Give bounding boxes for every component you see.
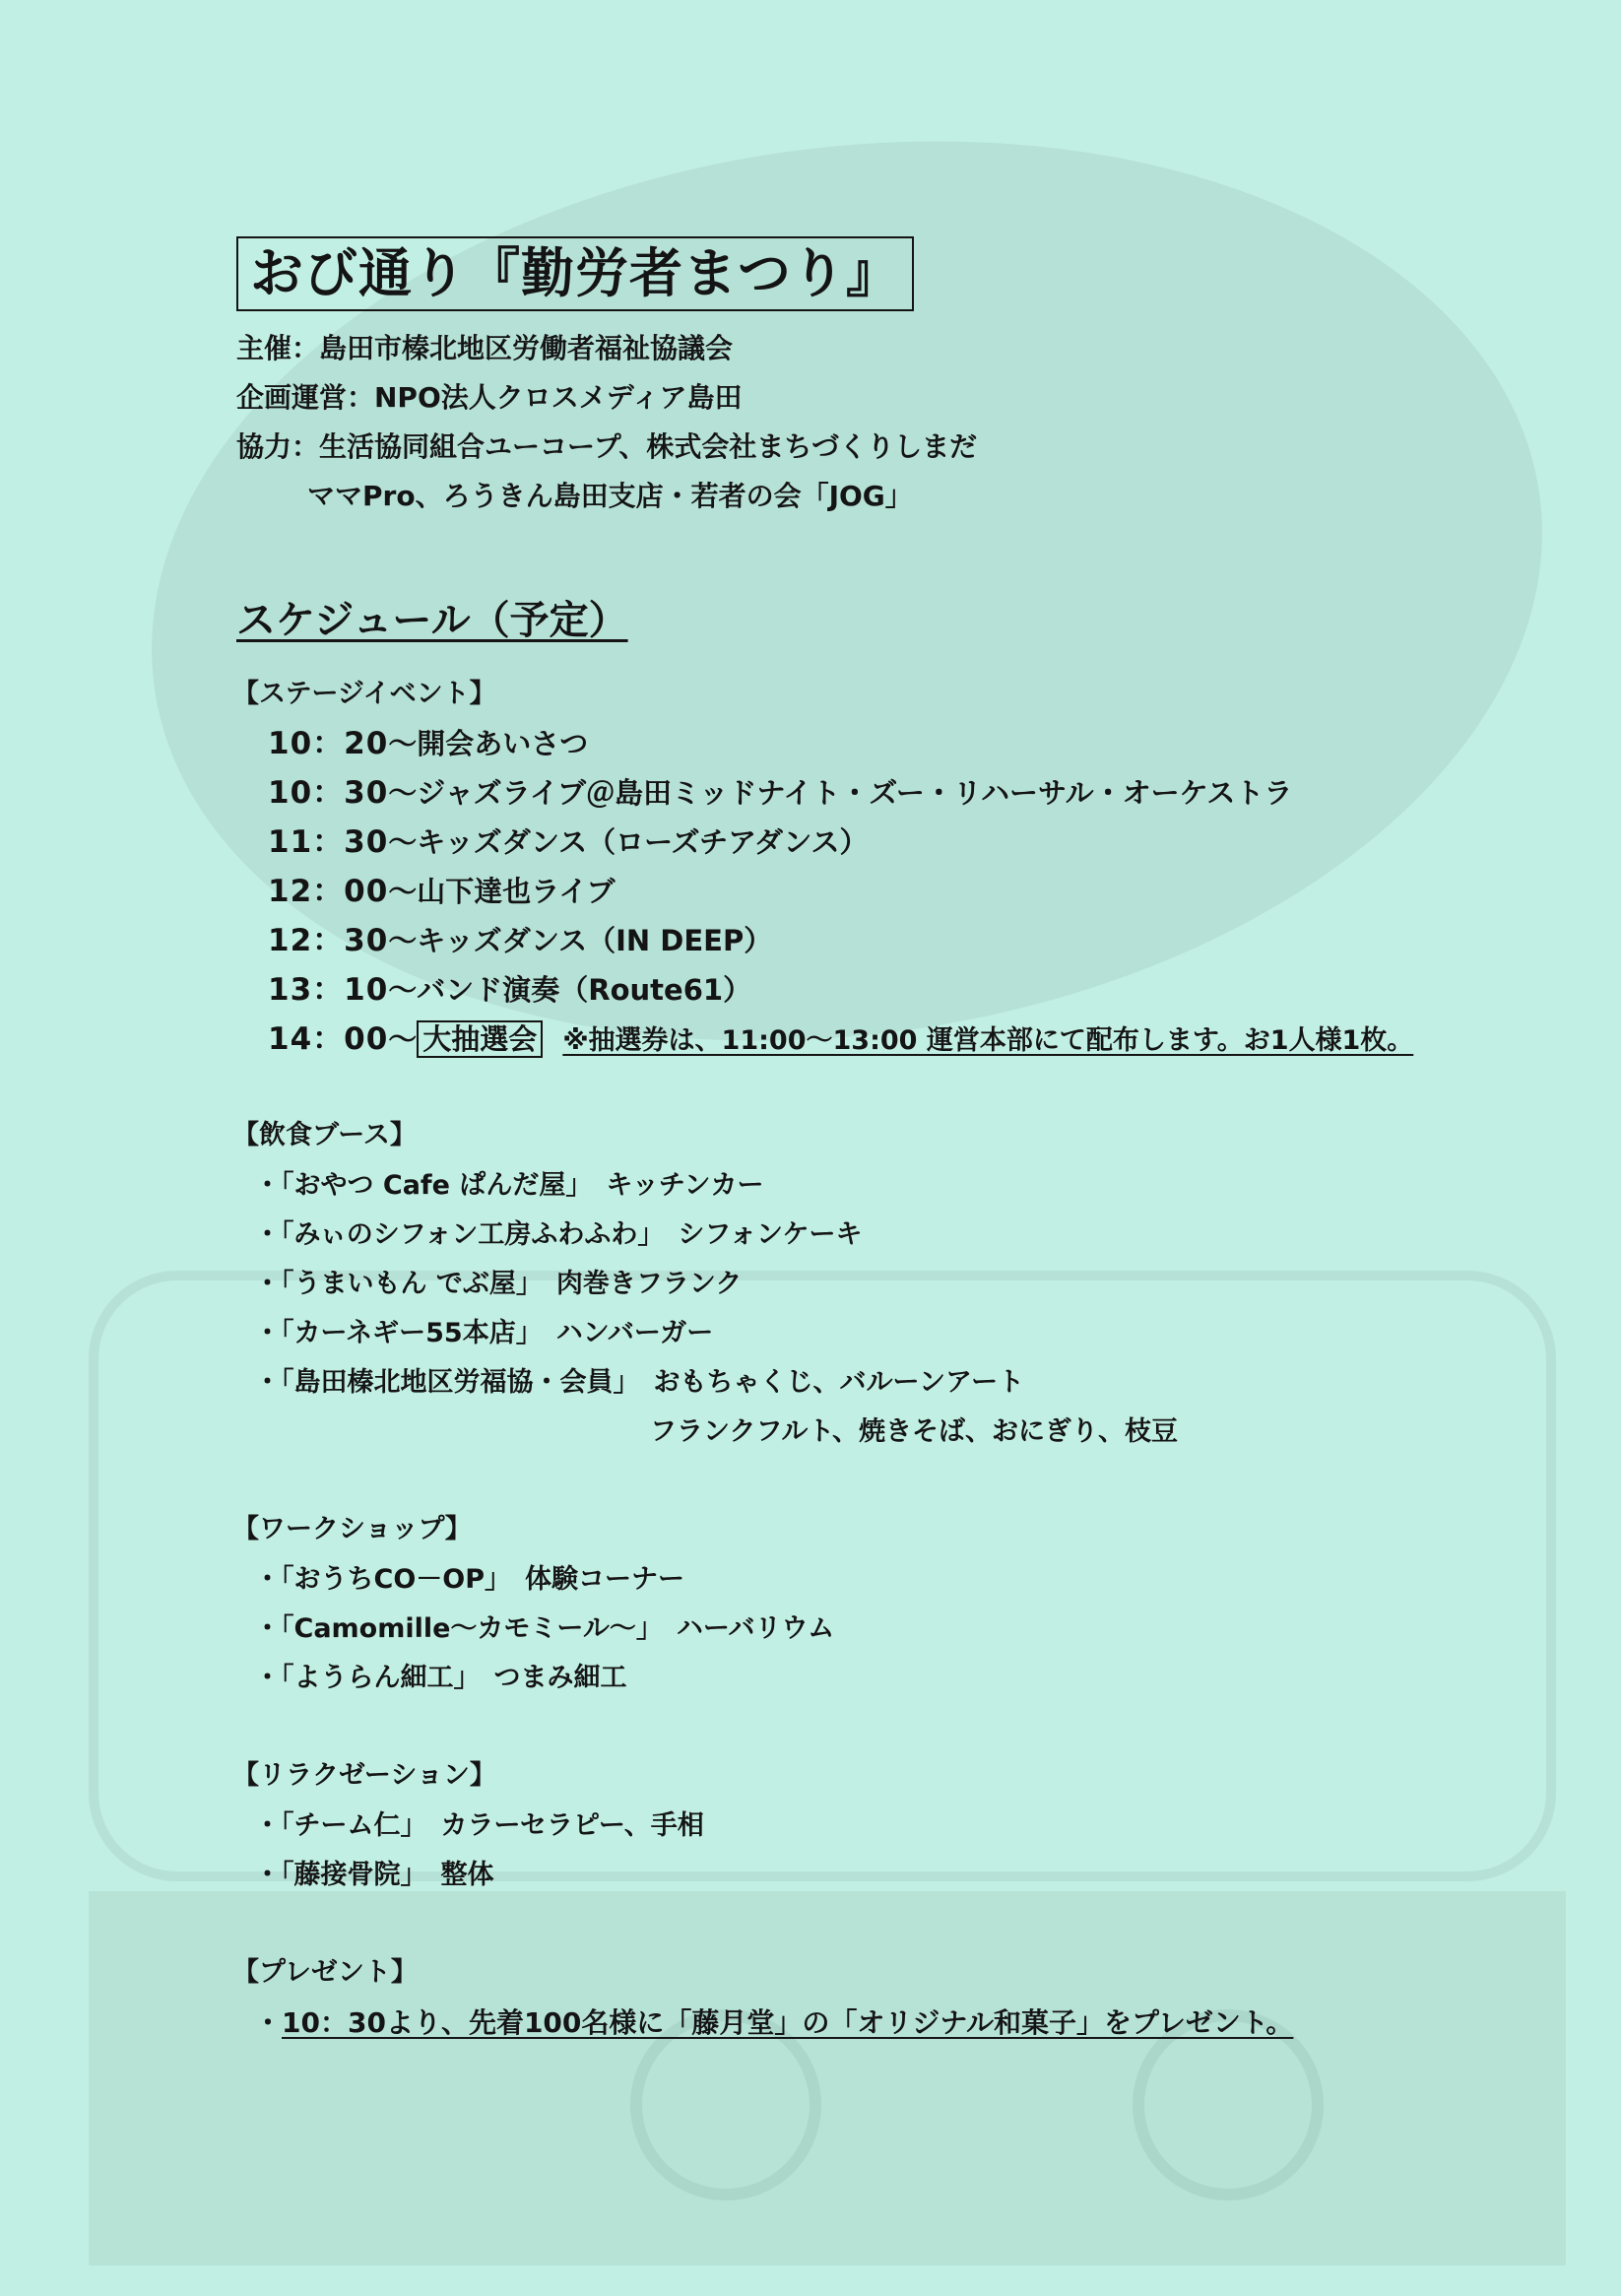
present-line xyxy=(254,2005,1293,2041)
food-desc: ハンバーガー xyxy=(555,1318,714,1348)
workshop-name: ・「Camomille～カモミール～」 xyxy=(254,1613,663,1644)
food-name: ・「島田榛北地区労福協・会員」 xyxy=(254,1367,640,1398)
present-heading: 【プレゼント】 xyxy=(232,1957,418,1988)
workshop-desc: 体験コーナー xyxy=(525,1564,685,1595)
stage-item xyxy=(268,823,868,861)
page-title: おび通り『勤労者まつり』 xyxy=(236,236,914,311)
food-heading: 【飲食ブース】 xyxy=(232,1120,417,1150)
lottery-label: 大抽選会 xyxy=(417,1020,543,1058)
workshop-heading: 【ワークショップ】 xyxy=(232,1514,472,1544)
stage-label: ～バンド演奏（Route61） xyxy=(388,973,752,1007)
planning-line: 企画運営：NPO法人クロスメディア島田 xyxy=(236,381,743,414)
stage-time: 12：30 xyxy=(268,923,389,958)
workshop-desc: ハーバリウム xyxy=(676,1613,835,1644)
stage-time: 10：30 xyxy=(268,775,389,811)
stage-time: 14：00 xyxy=(268,1021,389,1057)
stage-item xyxy=(268,725,588,762)
food-desc: 肉巻きフランク xyxy=(555,1269,743,1299)
food-name: ・「おやつ Cafe ぱんだ屋」 xyxy=(254,1170,593,1201)
relax-desc: 整体 xyxy=(440,1860,494,1890)
stage-item xyxy=(268,922,772,959)
food-item-cont: フランクフルト、焼きそば、おにぎり、枝豆 xyxy=(650,1416,1178,1447)
cooperation-line-cont: ママPro、ろうきん島田支店・若者の会「JOG」 xyxy=(307,480,913,512)
stage-time: 12：00 xyxy=(268,874,389,909)
food-desc: シフォンケーキ xyxy=(678,1219,863,1250)
workshop-desc: つまみ細工 xyxy=(493,1663,627,1693)
present-bullet: ・ xyxy=(254,2006,283,2039)
food-item xyxy=(254,1316,713,1351)
stage-label: ～キッズダンス（IN DEEP） xyxy=(388,924,773,957)
food-name: ・「みぃのシフォン工房ふわふわ」 xyxy=(254,1219,665,1250)
workshop-name: ・「おうちCO－OP」 xyxy=(254,1564,512,1595)
food-desc: おもちゃくじ、バルーンアート xyxy=(653,1367,1025,1398)
stage-tilde: ～ xyxy=(388,1022,418,1056)
stage-time: 10：20 xyxy=(268,726,389,761)
stage-heading: 【ステージイベント】 xyxy=(232,679,496,709)
food-desc: キッチンカー xyxy=(606,1170,764,1201)
food-item xyxy=(254,1168,764,1204)
schedule-title: スケジュール（予定） xyxy=(236,598,628,643)
relax-item xyxy=(254,1808,704,1844)
workshop-name: ・「ようらん細工」 xyxy=(254,1663,481,1693)
present-text: 10：30より、先着100名様に「藤月堂」の「オリジナル和菓子」をプレゼント。 xyxy=(282,2006,1294,2039)
food-item xyxy=(254,1217,862,1253)
stage-item xyxy=(268,971,751,1009)
host-line: 主催：島田市榛北地区労働者福祉協議会 xyxy=(236,332,734,364)
food-item xyxy=(254,1365,1024,1401)
workshop-item xyxy=(254,1661,627,1696)
workshop-item xyxy=(254,1611,834,1647)
relax-desc: カラーセラピー、手相 xyxy=(440,1810,704,1841)
relax-name: ・「チーム仁」 xyxy=(254,1810,427,1841)
stage-time: 11：30 xyxy=(268,824,389,860)
cooperation-line: 協力：生活協同組合ユーコープ、株式会社まちづくりしまだ xyxy=(236,430,978,463)
workshop-item xyxy=(254,1562,684,1598)
food-name: ・「うまいもん でぶ屋」 xyxy=(254,1269,543,1299)
stage-time: 13：10 xyxy=(268,972,389,1008)
food-name: ・「カーネギー55本店」 xyxy=(254,1318,543,1348)
food-item xyxy=(254,1267,742,1302)
stage-item-lottery xyxy=(268,1020,1413,1060)
stage-label: ～キッズダンス（ローズチアダンス） xyxy=(388,825,869,859)
relax-item xyxy=(254,1858,494,1893)
relax-name: ・「藤接骨院」 xyxy=(254,1860,427,1890)
relax-heading: 【リラクゼーション】 xyxy=(232,1760,496,1791)
stage-label: ～山下達也ライブ xyxy=(388,875,616,908)
stage-item xyxy=(268,873,616,910)
stage-label: ～開会あいさつ xyxy=(388,727,589,760)
stage-item xyxy=(268,774,1292,812)
stage-label: ～ジャズライブ＠島田ミッドナイト・ズー・リハーサル・オーケストラ xyxy=(388,776,1293,810)
lottery-note: ※抽選券は、11:00～13:00 運営本部にて配布します。お1人様1枚。 xyxy=(562,1025,1414,1056)
